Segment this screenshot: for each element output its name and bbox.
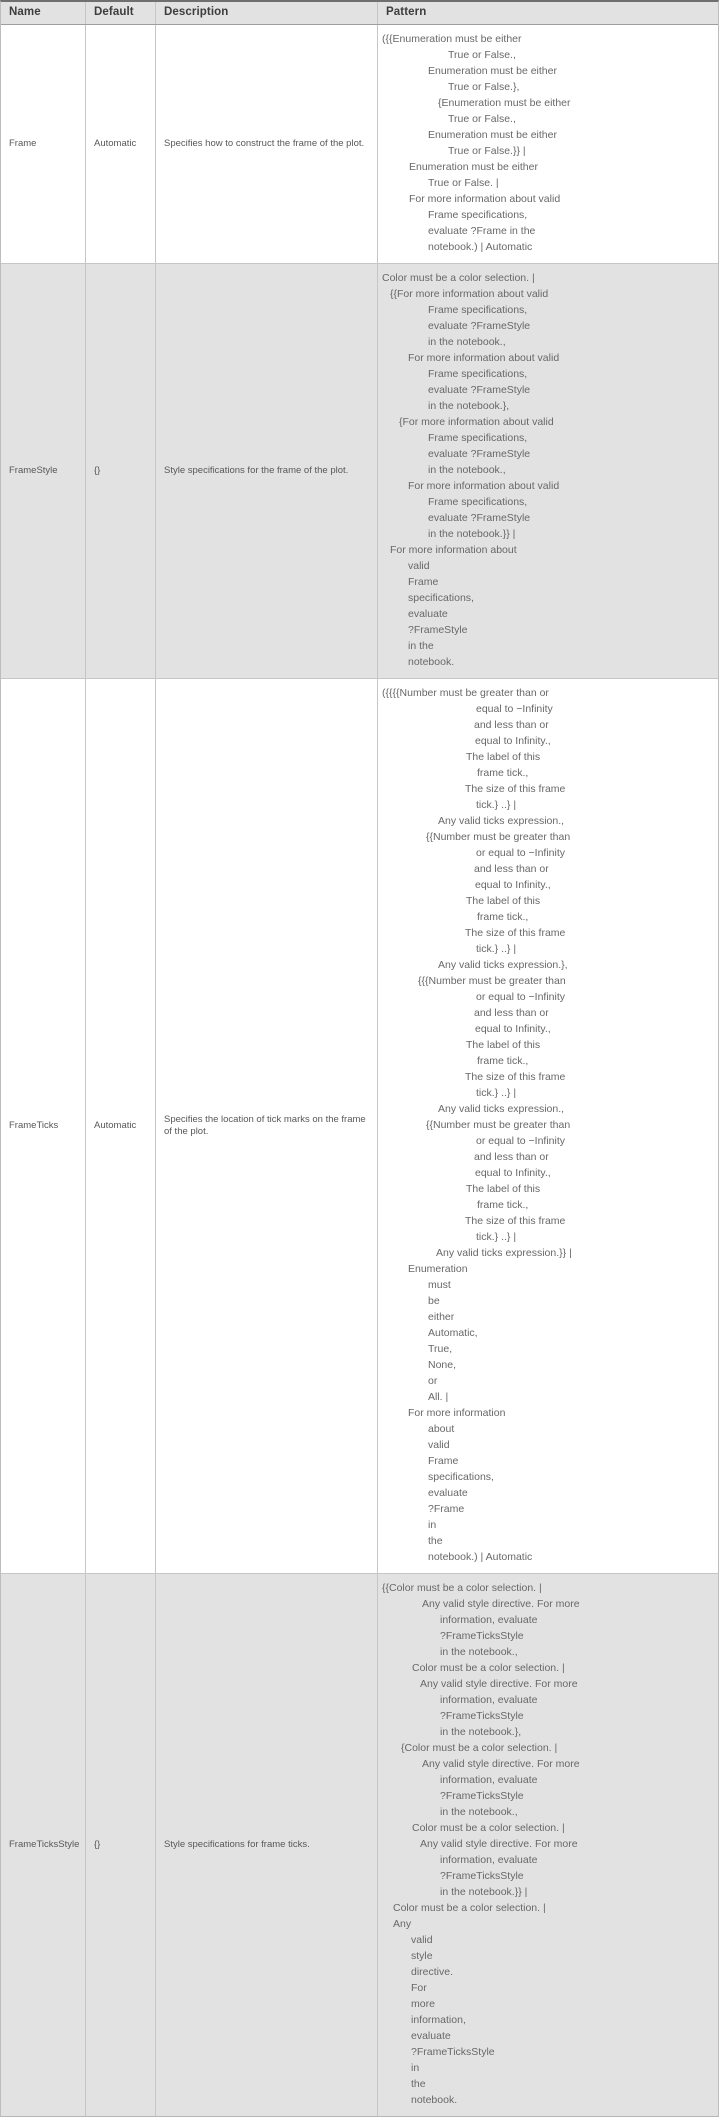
pattern-line: frame tick., <box>477 1199 529 1211</box>
pattern-line: valid <box>428 1439 450 1451</box>
pattern-line: evaluate <box>408 608 448 620</box>
pattern-line: ?FrameTicksStyle <box>440 1790 524 1802</box>
pattern-line: in the notebook.}} | <box>428 528 516 540</box>
pattern-line: Frame specifications, <box>428 368 528 380</box>
pattern-line: Any valid style directive. For more <box>422 1758 580 1770</box>
pattern-line: in <box>428 1519 437 1531</box>
pattern-line: equal to Infinity., <box>475 735 551 747</box>
pattern-line: The size of this frame <box>465 927 566 939</box>
pattern-line: For more information about valid <box>409 193 561 205</box>
pattern-line: in the notebook., <box>440 1646 518 1658</box>
pattern-line: True or False. | <box>428 177 499 189</box>
pattern-line: about <box>428 1423 455 1435</box>
pattern-line: ({{{{Number must be greater than or <box>382 687 549 699</box>
table-row-frame <box>1 25 718 264</box>
pattern-line: evaluate ?FrameStyle <box>428 320 531 332</box>
pattern-line: Enumeration <box>408 1263 468 1275</box>
pattern-line: ?FrameTicksStyle <box>411 2046 495 2058</box>
pattern-line: The size of this frame <box>465 783 566 795</box>
column-header-name: Name <box>1 2 86 24</box>
pattern-line: must <box>428 1279 451 1291</box>
pattern-line: For more information about <box>390 544 517 556</box>
pattern-line: Color must be a color selection. | <box>412 1822 565 1834</box>
pattern-line: Any valid style directive. For more <box>420 1678 578 1690</box>
pattern-line: Enumeration must be either <box>428 129 557 141</box>
pattern-line: Frame specifications, <box>428 209 528 221</box>
pattern-line: frame tick., <box>477 911 529 923</box>
description-cell: Specifies the location of tick marks on the frame of the plot. <box>156 679 378 1573</box>
pattern-line: {{{Number must be greater than <box>418 975 566 987</box>
pattern-line: or <box>428 1375 438 1387</box>
column-header-description: Description <box>156 2 378 24</box>
pattern-line: in the notebook., <box>428 336 506 348</box>
pattern-line: ?FrameTicksStyle <box>440 1870 524 1882</box>
pattern-line: or equal to −Infinity <box>476 847 566 859</box>
pattern-line: All. | <box>428 1391 449 1403</box>
pattern-line: information, evaluate <box>440 1614 538 1626</box>
pattern-line: Frame specifications, <box>428 432 528 444</box>
pattern-line: in the notebook.}} | <box>440 1886 528 1898</box>
pattern-line: tick.} ..} | <box>476 1087 517 1099</box>
pattern-line: equal to Infinity., <box>475 1023 551 1035</box>
pattern-line: and less than or <box>474 719 549 731</box>
pattern-cell <box>378 679 718 1573</box>
pattern-line: Color must be a color selection. | <box>412 1662 565 1674</box>
pattern-line: The label of this <box>466 751 541 763</box>
pattern-line: {{For more information about valid <box>390 288 549 300</box>
pattern-line: in the notebook.}, <box>428 400 510 412</box>
pattern-line: ?FrameStyle <box>408 624 468 636</box>
pattern-line: True or False.}} | <box>448 145 526 157</box>
pattern-line: The label of this <box>466 1183 541 1195</box>
pattern-line: valid <box>408 560 430 572</box>
column-header-default: Default <box>86 2 156 24</box>
pattern-line: Enumeration must be either <box>428 65 557 77</box>
pattern-line: notebook. <box>411 2094 458 2106</box>
pattern-line: {{Number must be greater than <box>426 831 571 843</box>
name-cell: FrameTicks <box>1 679 86 1573</box>
pattern-line: equal to Infinity., <box>475 879 551 891</box>
name-cell: Frame <box>1 25 86 263</box>
pattern-line: the <box>428 1535 443 1547</box>
pattern-line: Any valid ticks expression., <box>438 1103 565 1115</box>
pattern-cell <box>378 264 718 678</box>
pattern-line: Frame specifications, <box>428 304 528 316</box>
pattern-line: more <box>411 1998 435 2010</box>
pattern-line: ?FrameTicksStyle <box>440 1710 524 1722</box>
table-body <box>1 25 718 2116</box>
pattern-line: tick.} ..} | <box>476 799 517 811</box>
pattern-line: in the notebook.}, <box>440 1726 522 1738</box>
pattern-line: True or False., <box>448 49 516 61</box>
pattern-line: evaluate ?FrameStyle <box>428 384 531 396</box>
pattern-line: The label of this <box>466 895 541 907</box>
pattern-line: {Color must be a color selection. | <box>401 1742 558 1754</box>
pattern-line: For more information about valid <box>408 352 560 364</box>
pattern-line: For more information about valid <box>408 480 560 492</box>
pattern-line: The size of this frame <box>465 1215 566 1227</box>
default-cell: Automatic <box>86 679 156 1573</box>
pattern-line: Frame <box>408 576 439 588</box>
description-cell: Specifies how to construct the frame of the plot. <box>156 25 378 263</box>
pattern-line: ?Frame <box>428 1503 465 1515</box>
pattern-line: valid <box>411 1934 433 1946</box>
pattern-line: Any valid ticks expression.}, <box>438 959 568 971</box>
pattern-line: Any valid style directive. For more <box>422 1598 580 1610</box>
pattern-line: evaluate <box>428 1487 468 1499</box>
name-cell: FrameTicksStyle <box>1 1574 86 2116</box>
pattern-line: and less than or <box>474 1007 549 1019</box>
pattern-line: For <box>411 1982 427 1994</box>
column-header-pattern: Pattern <box>386 6 427 18</box>
header-row <box>1 2 718 25</box>
pattern-line: information, evaluate <box>440 1774 538 1786</box>
pattern-line: For more information <box>408 1407 506 1419</box>
pattern-line: the <box>411 2078 426 2090</box>
pattern-line: directive. <box>411 1966 454 1978</box>
pattern-line: Enumeration must be either <box>409 161 538 173</box>
pattern-line: {{Number must be greater than <box>426 1119 571 1131</box>
description-cell: Style specifications for the frame of the plot. <box>156 264 378 678</box>
pattern-line: Color must be a color selection. | <box>382 272 535 284</box>
pattern-line: either <box>428 1311 455 1323</box>
description-cell: Style specifications for frame ticks. <box>156 1574 378 2116</box>
pattern-line: in the notebook., <box>428 464 506 476</box>
pattern-line: The size of this frame <box>465 1071 566 1083</box>
pattern-line: {{Color must be a color selection. | <box>382 1582 542 1594</box>
pattern-line: and less than or <box>474 863 549 875</box>
pattern-line: frame tick., <box>477 767 529 779</box>
default-cell: {} <box>86 1574 156 2116</box>
pattern-line: Color must be a color selection. | <box>393 1902 546 1914</box>
pattern-cell <box>378 1574 718 2116</box>
pattern-line: or equal to −Infinity <box>476 1135 566 1147</box>
name-cell: FrameStyle <box>1 264 86 678</box>
pattern-line: True, <box>428 1343 453 1355</box>
pattern-cell <box>378 25 718 263</box>
pattern-line: notebook.) | Automatic <box>428 241 533 253</box>
pattern-line: equal to −Infinity <box>476 703 553 715</box>
pattern-line: {For more information about valid <box>399 416 554 428</box>
pattern-line: notebook. <box>408 656 455 668</box>
pattern-line: Any valid ticks expression.}} | <box>436 1247 572 1259</box>
pattern-line: style <box>411 1950 433 1962</box>
pattern-line: information, <box>411 2014 466 2026</box>
pattern-line: ?FrameTicksStyle <box>440 1630 524 1642</box>
pattern-line: Automatic, <box>428 1327 478 1339</box>
pattern-line: The label of this <box>466 1039 541 1051</box>
pattern-line: or equal to −Infinity <box>476 991 566 1003</box>
pattern-line: evaluate ?Frame in the <box>428 225 536 237</box>
pattern-line: Any valid ticks expression., <box>438 815 565 827</box>
pattern-line: information, evaluate <box>440 1694 538 1706</box>
pattern-line: specifications, <box>408 592 474 604</box>
pattern-line: evaluate ?FrameStyle <box>428 512 531 524</box>
default-cell: Automatic <box>86 25 156 263</box>
pattern-line: and less than or <box>474 1151 549 1163</box>
pattern-line: in the <box>408 640 434 652</box>
pattern-line: True or False.}, <box>448 81 520 93</box>
pattern-line: Frame specifications, <box>428 496 528 508</box>
pattern-line: in the notebook., <box>440 1806 518 1818</box>
pattern-line: equal to Infinity., <box>475 1167 551 1179</box>
pattern-line: be <box>428 1295 440 1307</box>
pattern-line: in <box>411 2062 420 2074</box>
pattern-line: True or False., <box>448 113 516 125</box>
pattern-line: tick.} ..} | <box>476 1231 517 1243</box>
pattern-line: {Enumeration must be either <box>438 97 571 109</box>
pattern-line: None, <box>428 1359 457 1371</box>
default-cell: {} <box>86 264 156 678</box>
pattern-line: Frame <box>428 1455 459 1467</box>
pattern-line: evaluate ?FrameStyle <box>428 448 531 460</box>
pattern-line: Any <box>393 1918 412 1930</box>
pattern-line: information, evaluate <box>440 1854 538 1866</box>
pattern-line: tick.} ..} | <box>476 943 517 955</box>
pattern-line: frame tick., <box>477 1055 529 1067</box>
pattern-line: ({{Enumeration must be either <box>382 33 522 45</box>
table-row-framestyle <box>1 264 718 679</box>
table-row-frameticks <box>1 679 718 1574</box>
pattern-line: specifications, <box>428 1471 494 1483</box>
table-row-frameticksstyle <box>1 1574 718 2116</box>
pattern-line: evaluate <box>411 2030 451 2042</box>
pattern-line: notebook.) | Automatic <box>428 1551 533 1563</box>
pattern-line: Any valid style directive. For more <box>420 1838 578 1850</box>
